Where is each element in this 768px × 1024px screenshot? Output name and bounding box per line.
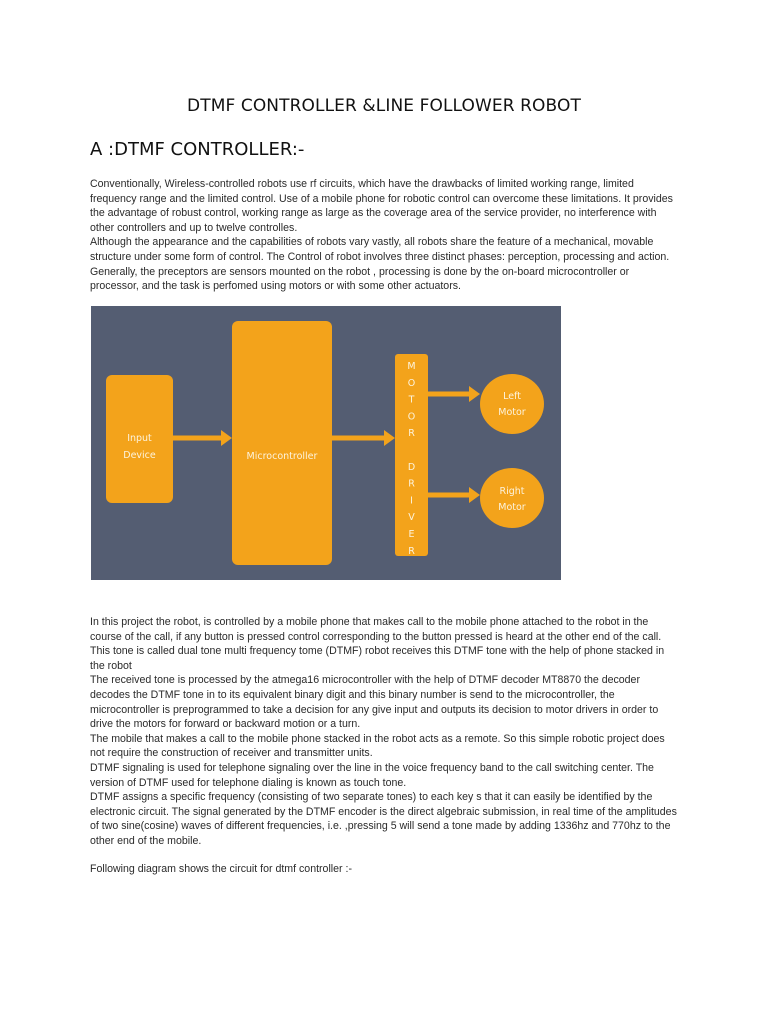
intro-text — [90, 177, 680, 294]
block-diagram-svg — [91, 306, 561, 580]
left-motor-label-2: Motor — [498, 407, 526, 418]
left-motor-label-1: Left — [503, 391, 521, 402]
paragraph: DTMF assigns a specific frequency (consisting of two separate tones) to each key s that it can easily be identified by the electronic circuit. The signal generated by the DTMF encoder is the direct algebraic submission, in real time of the amplitudes of two sine(cosine) waves of different frequencies, i.e. ,pressing 5 will send a tone made by adding 1336hz and 770hz to the other end of the mobile. — [90, 791, 677, 847]
motor-driver-letter: O — [407, 411, 416, 423]
paragraph: The mobile that makes a call to the mobile phone stacked in the robot acts as a remote. So this simple robotic project does not require the construction of receiver and transmitter units. — [90, 732, 665, 760]
motor-driver-letter: O — [407, 377, 416, 389]
motor-driver-letter: D — [407, 461, 416, 473]
motor-driver-letter: R — [408, 428, 415, 440]
arrowhead-icon — [469, 386, 480, 402]
input-device-label-2: Device — [123, 450, 156, 461]
motor-driver-letter: I — [410, 495, 413, 507]
arrowhead-icon — [221, 430, 232, 446]
paragraph: Conventionally, Wireless-controlled robots use rf circuits, which have the drawbacks of limited working range, limited frequency range and the limited control. Use of a mobile phone for robotic control can overcome these limitations. It provides the advantage of robust control, working range as large as the coverage area of the service provider, no interference with other controllers and up to twelve controlles. — [90, 178, 673, 234]
block-diagram — [91, 306, 561, 580]
motor-driver-letter: T — [408, 394, 415, 406]
paragraph: In this project the robot, is controlled by a mobile phone that makes call to the mobile phone attached to the robot in the course of the call, if any button is pressed control corresponding to the button pressed is heard at the other end of the call. This tone is called dual tone multi frequency tome (DTMF) robot receives this DTMF tone with the help of phone stacked in the robot — [90, 616, 665, 672]
document-title: DTMF CONTROLLER &LINE FOLLOWER ROBOT — [187, 96, 581, 116]
paragraph: DTMF signaling is used for telephone signaling over the line in the voice frequency band to the call switching center. The version of DTMF used for telephone dialing is known as touch tone. — [90, 761, 654, 789]
motor-driver-letter: R — [408, 478, 415, 490]
microcontroller-label: Microcontroller — [246, 451, 318, 462]
right-motor-label-2: Motor — [498, 502, 526, 513]
paragraph: The received tone is processed by the atmega16 microcontroller with the help of DTMF decoder MT8870 the decoder decodes the DTMF tone in to its equivalent binary digit and this binary number is send to the microcontroller, the microcontroller is preprogrammed to take a decision for any give input and outputs its decision to motor drivers in order to drive the motors for forward or backward motion or a turn. — [90, 674, 659, 731]
motor-driver-letter: E — [408, 529, 415, 540]
arrowhead-icon — [384, 430, 395, 446]
input-device-label-1: Input — [127, 433, 152, 444]
motor-driver-letter: M — [407, 361, 416, 372]
motor-driver-letter: V — [408, 512, 415, 524]
arrowhead-icon — [469, 487, 480, 503]
right-motor-block — [480, 468, 544, 528]
paragraph: Although the appearance and the capabilities of robots vary vastly, all robots share the feature of a mechanical, movable structure under some form of control. The Control of robot involves three distinct phases: perception, processing and action. Generally, the preceptors are sensors mounted on the robot , processing is done by the on-board microcontroller or processor, and the task is perfomed using motors or with some other actuators. — [90, 236, 670, 293]
closing-line: Following diagram shows the circuit for dtmf controller :- — [90, 863, 352, 875]
section-heading: A :DTMF CONTROLLER:- — [90, 139, 305, 160]
motor-driver-letter: R — [408, 545, 415, 557]
body-text — [90, 615, 680, 849]
microcontroller-block — [232, 321, 332, 565]
left-motor-block — [480, 374, 544, 434]
right-motor-label-1: Right — [499, 486, 525, 497]
